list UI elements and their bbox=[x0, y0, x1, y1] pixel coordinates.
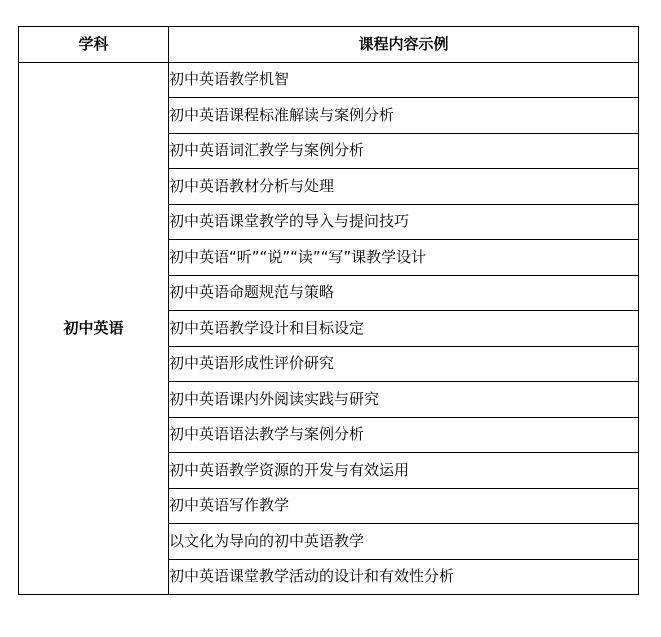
course-cell: 初中英语课堂教学的导入与提问技巧 bbox=[169, 204, 639, 240]
subject-cell: 初中英语 bbox=[19, 62, 169, 595]
course-cell: 初中英语写作教学 bbox=[169, 488, 639, 524]
course-cell: 初中英语课程标准解读与案例分析 bbox=[169, 98, 639, 134]
course-cell: 初中英语教学设计和目标设定 bbox=[169, 311, 639, 347]
course-cell: 初中英语形成性评价研究 bbox=[169, 346, 639, 382]
course-cell: 初中英语教学机智 bbox=[169, 62, 639, 98]
table-row bbox=[19, 62, 639, 98]
course-cell: 以文化为导向的初中英语教学 bbox=[169, 524, 639, 560]
course-cell: 初中英语词汇教学与案例分析 bbox=[169, 133, 639, 169]
course-cell: 初中英语课内外阅读实践与研究 bbox=[169, 382, 639, 418]
header-subject: 学科 bbox=[19, 27, 169, 63]
course-cell: 初中英语教材分析与处理 bbox=[169, 169, 639, 205]
header-row bbox=[19, 27, 639, 63]
course-cell: 初中英语语法教学与案例分析 bbox=[169, 417, 639, 453]
course-table bbox=[18, 26, 639, 595]
course-cell: 初中英语命题规范与策略 bbox=[169, 275, 639, 311]
course-cell: 初中英语教学资源的开发与有效运用 bbox=[169, 453, 639, 489]
course-cell: 初中英语课堂教学活动的设计和有效性分析 bbox=[169, 559, 639, 595]
course-cell: 初中英语“听”“说”“读”“写”课教学设计 bbox=[169, 240, 639, 276]
header-courses: 课程内容示例 bbox=[169, 27, 639, 63]
